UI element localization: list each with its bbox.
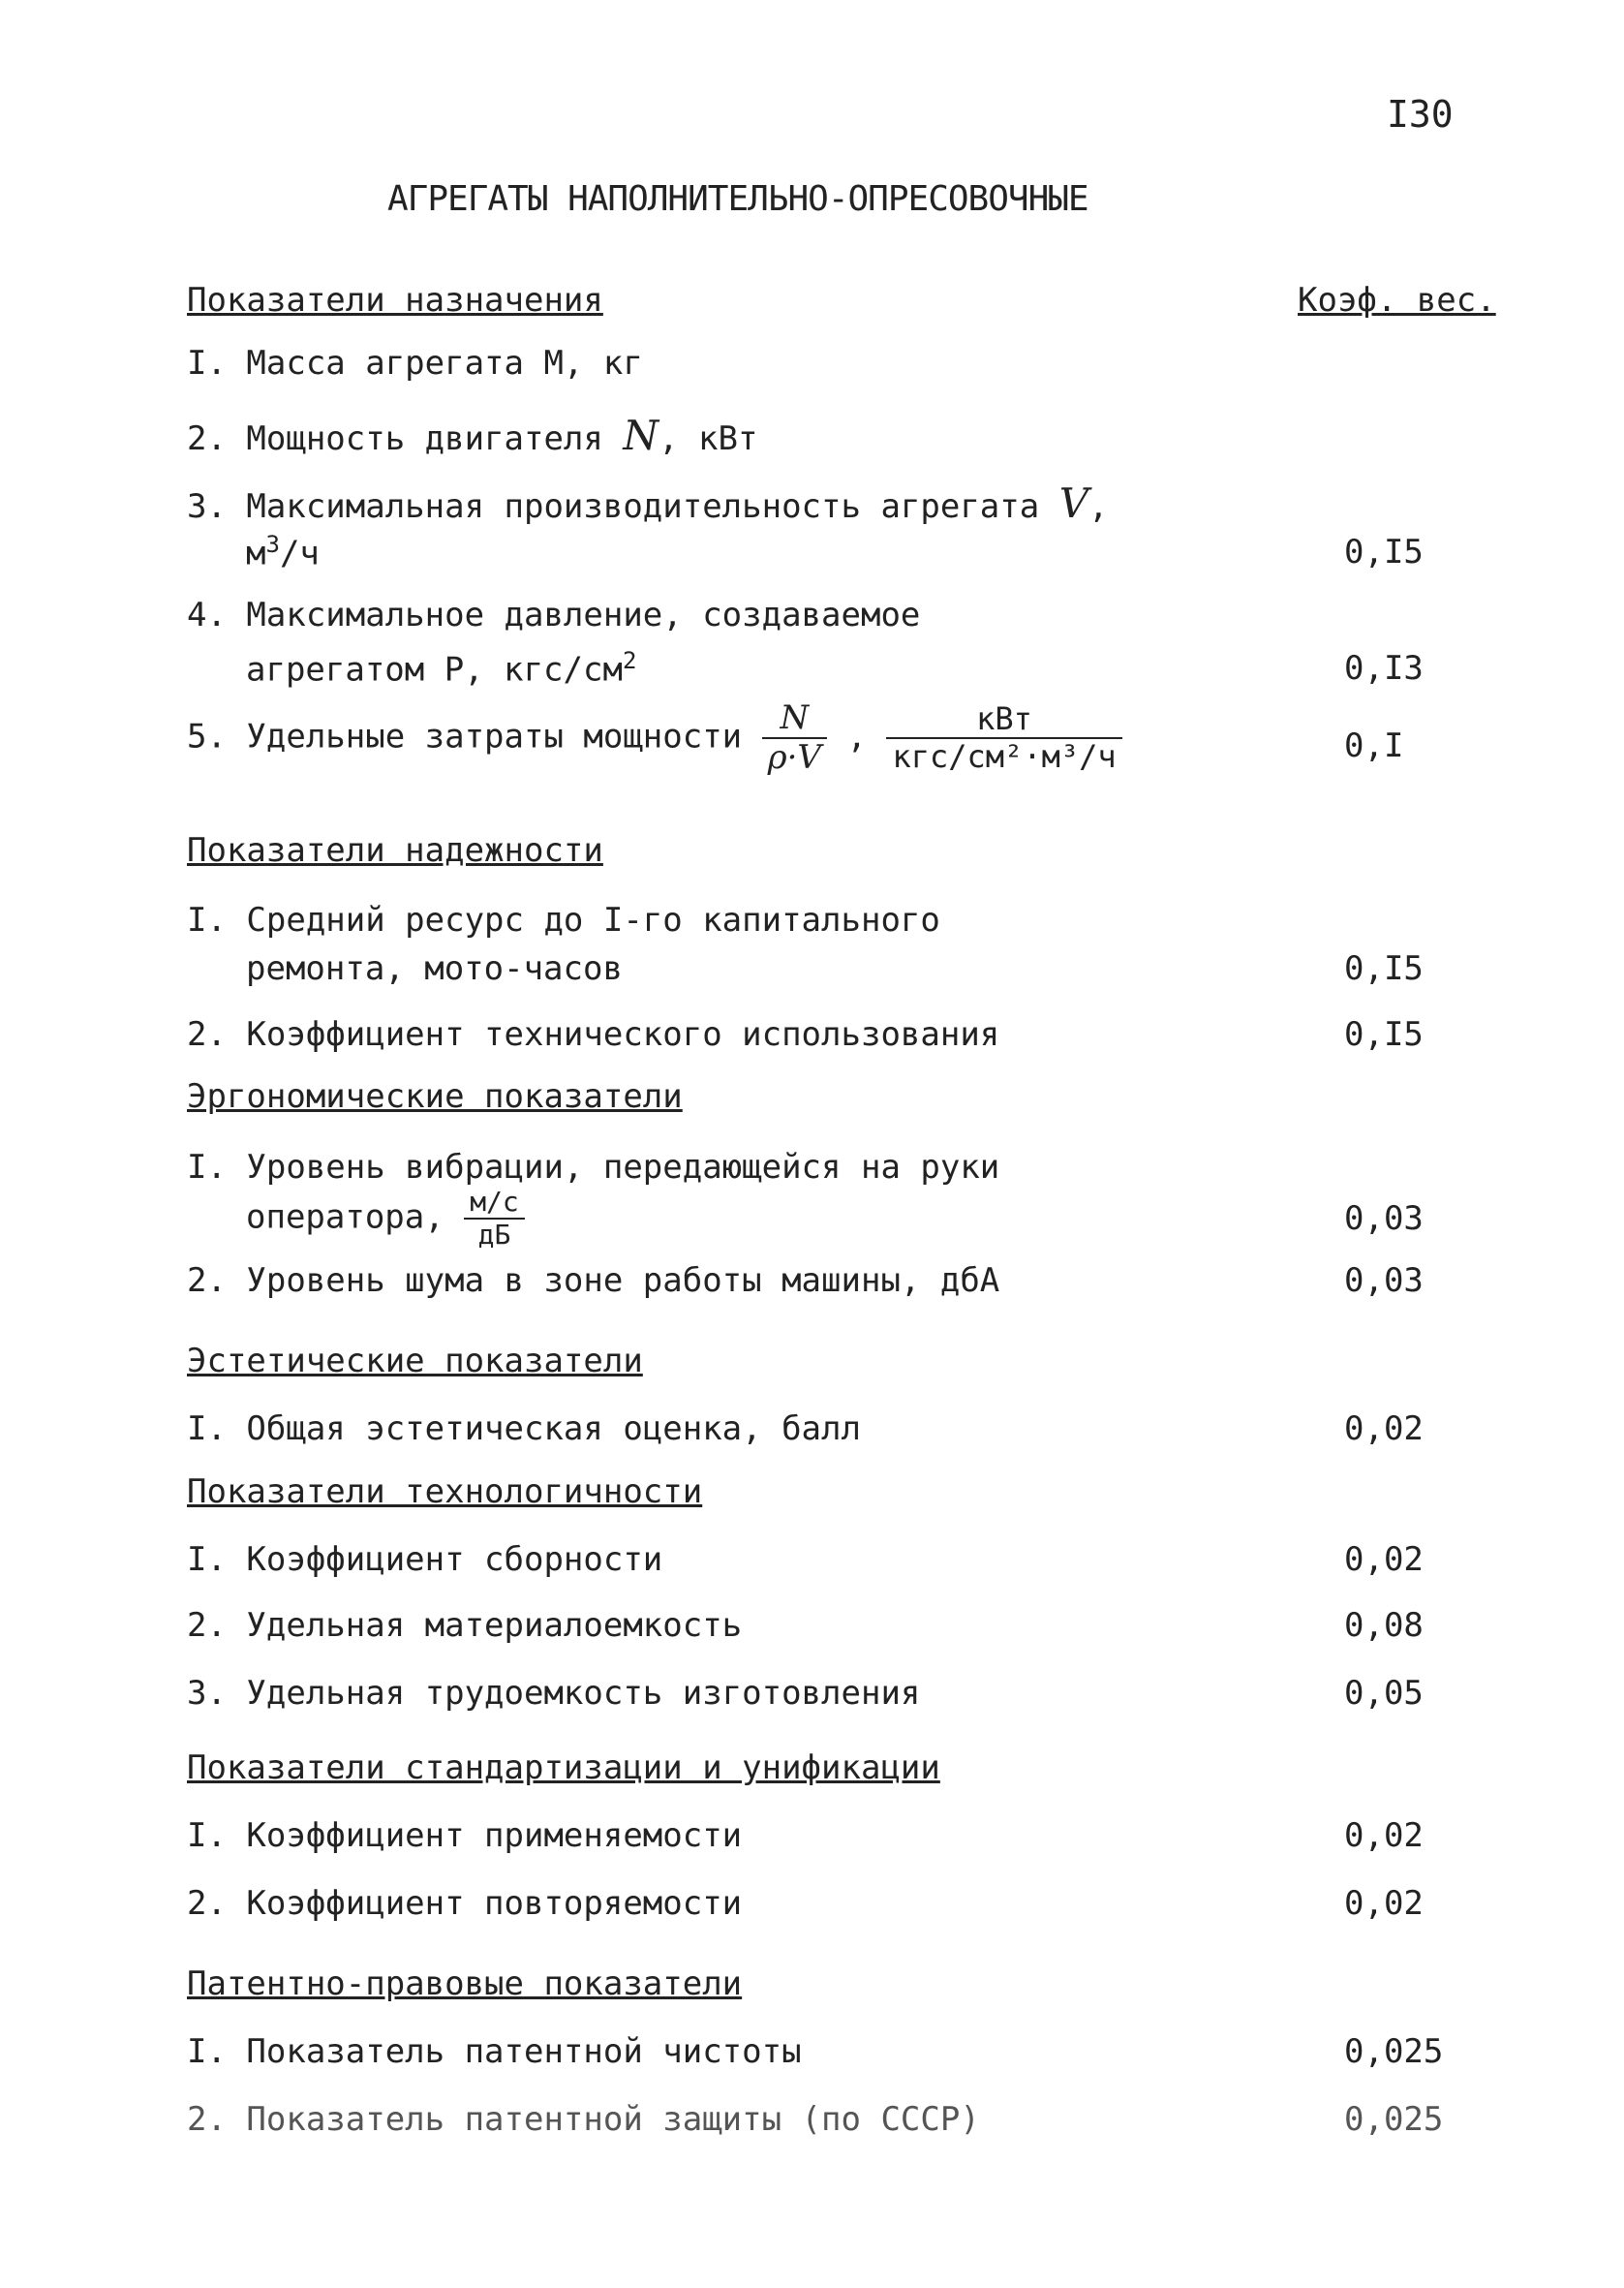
coef-reliability-2: 0,I5 <box>1344 1015 1424 1054</box>
aesthetic-item-1: I. Общая эстетическая оценка, балл <box>187 1409 861 1448</box>
purpose-item-3-sep: , <box>1088 487 1109 526</box>
coef-purpose-3: 0,I5 <box>1344 533 1424 572</box>
unit-fraction-numerator: кВт <box>886 701 1121 739</box>
purpose-item-3-text: 3. Максимальная производительность агрегата <box>187 487 1040 526</box>
capacity-symbol: V <box>1058 479 1089 527</box>
coef-technology-1: 0,02 <box>1344 1540 1424 1579</box>
standard-item-1: I. Коэффициент применяемости <box>187 1816 743 1855</box>
coef-technology-3: 0,05 <box>1344 1674 1424 1713</box>
section-heading-ergonomic: Эргономические показатели <box>187 1077 683 1116</box>
coef-ergonomic-1: 0,03 <box>1344 1199 1424 1238</box>
power-symbol: N <box>623 412 659 459</box>
purpose-item-5 <box>187 699 1122 777</box>
purpose-item-5-text: 5. Удельные затраты мощности <box>187 717 743 757</box>
coef-reliability-1: 0,I5 <box>1344 949 1424 988</box>
unit-base: м <box>246 534 266 573</box>
ergonomic-item-1: I. Уровень вибрации, передающейся на руки <box>187 1148 1000 1187</box>
purpose-item-3 <box>187 479 1109 527</box>
coef-patent-2: 0,025 <box>1344 2100 1444 2139</box>
pressure-exponent: 2 <box>622 647 637 674</box>
purpose-item-4-line2 <box>246 647 636 689</box>
reliability-item-1: I. Средний ресурс до I-го капитального <box>187 901 940 940</box>
section-heading-aesthetic: Эстетические показатели <box>187 1342 643 1380</box>
operator-label: оператора, <box>246 1197 444 1237</box>
unit-exponent: 3 <box>265 531 280 558</box>
purpose-item-4: 4. Максимальное давление, создаваемое <box>187 596 921 634</box>
patent-item-1: I. Показатель патентной чистоты <box>187 2032 802 2071</box>
vibration-unit-numerator: м/с <box>464 1187 525 1220</box>
technology-item-1: I. Коэффициент сборности <box>187 1540 663 1579</box>
purpose-item-2-unit: , кВт <box>659 419 758 458</box>
fraction-denominator: ρ·V <box>767 738 821 778</box>
unit-fraction <box>886 701 1121 775</box>
standard-item-2: 2. Коэффициент повторяемости <box>187 1884 743 1923</box>
coef-patent-1: 0,025 <box>1344 2032 1444 2071</box>
technology-item-2: 2. Удельная материалоемкость <box>187 1606 743 1645</box>
coef-purpose-5: 0,I <box>1344 727 1404 765</box>
purpose-item-2 <box>187 412 757 459</box>
section-heading-reliability: Показатели надежности <box>187 831 603 870</box>
coef-technology-2: 0,08 <box>1344 1606 1424 1645</box>
purpose-item-3-unit <box>246 531 320 572</box>
unit-tail: /ч <box>279 534 320 573</box>
technology-item-3: 3. Удельная трудоемкость изготовления <box>187 1674 921 1713</box>
section-heading-standardization: Показатели стандартизации и унификации <box>187 1748 940 1787</box>
section-heading-technology: Показатели технологичности <box>187 1472 703 1511</box>
power-per-capacity-fraction <box>762 699 827 777</box>
ergonomic-item-2: 2. Уровень шума в зоне работы машины, дбА <box>187 1261 1000 1300</box>
vibration-unit-denominator: дБ <box>477 1219 511 1252</box>
purpose-item-1: I. Масса агрегата M, кг <box>187 344 643 383</box>
coef-aesthetic-1: 0,02 <box>1344 1409 1424 1448</box>
reliability-item-2: 2. Коэффициент технического использования <box>187 1015 1000 1054</box>
fraction-numerator: N <box>762 699 827 739</box>
unit-fraction-denominator: кгс/см²·м³/ч <box>892 738 1117 776</box>
section-heading-purpose: Показатели назначения <box>187 281 603 320</box>
pressure-unit: агрегатом P, кгс/см <box>246 650 623 690</box>
coef-purpose-4: 0,I3 <box>1344 649 1424 688</box>
coef-column-header: Коэф. вес. <box>1298 281 1496 320</box>
reliability-item-1-line2: ремонта, мото-часов <box>246 949 623 988</box>
section-heading-patent: Патентно-правовые показатели <box>187 1964 743 2003</box>
coef-standard-1: 0,02 <box>1344 1816 1424 1855</box>
coef-ergonomic-2: 0,03 <box>1344 1261 1424 1300</box>
vibration-unit-fraction <box>464 1187 525 1251</box>
fraction-separator: , <box>846 717 867 757</box>
patent-item-2: 2. Показатель патентной защиты (по СССР) <box>187 2100 980 2139</box>
purpose-item-2-text: 2. Мощность двигателя <box>187 419 603 458</box>
page-title: АГРЕГАТЫ НАПОЛНИТЕЛЬНО-ОПРЕСОВОЧНЫЕ <box>387 179 1088 219</box>
ergonomic-item-1-line2 <box>246 1187 525 1251</box>
coef-standard-2: 0,02 <box>1344 1884 1424 1923</box>
page-number: I30 <box>1387 93 1454 136</box>
